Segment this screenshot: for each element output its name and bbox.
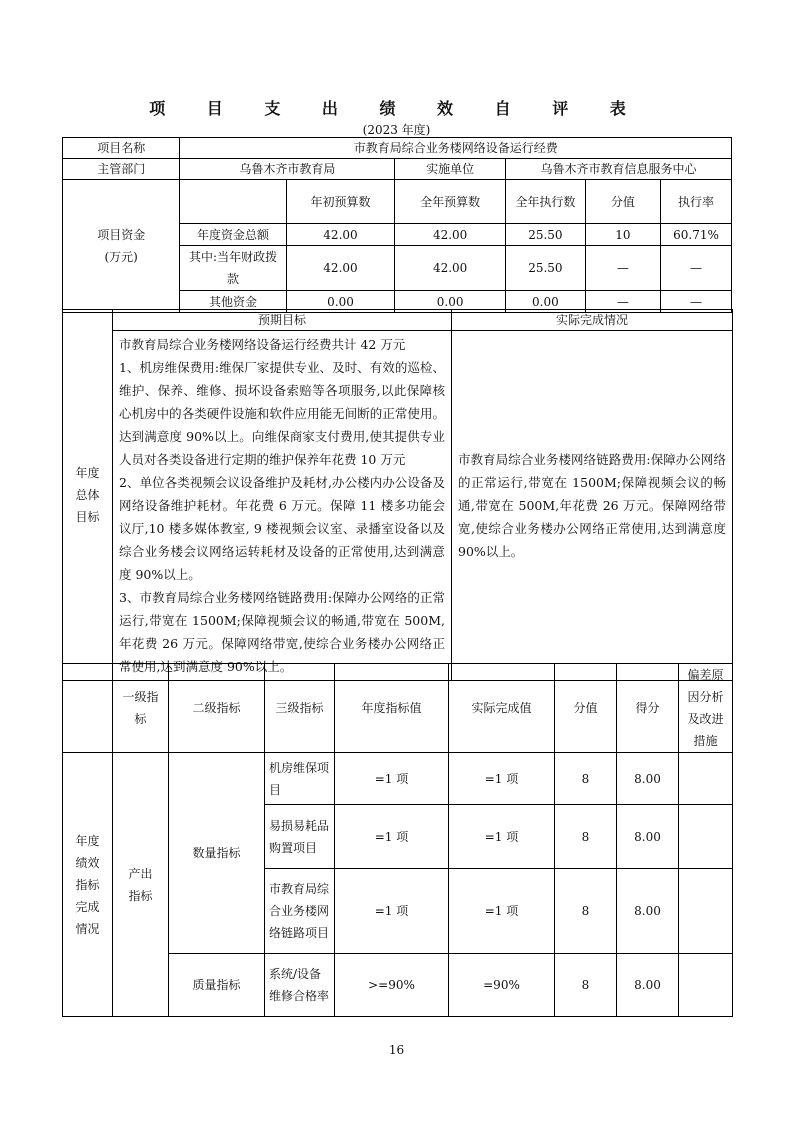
remark-cell [679,805,733,869]
funds-section-label [63,180,180,313]
points-cell: 8.00 [617,869,679,954]
level2-quantity: 数量指标 [169,753,265,954]
indicators-label: 年度绩效指标完成情况 [75,833,100,936]
funds-cell: 42.00 [395,246,506,291]
level3-cell: 市教育局综合业务楼网络链路项目 [265,869,335,954]
report-year: (2023 年度) [362,123,431,137]
points-cell: 8.00 [617,753,679,805]
funds-cell: — [661,246,732,291]
page-title: 项 目 支 出 绩 效 自 评 表 [149,99,644,118]
expected-paragraph: 市教育局综合业务楼网络设备运行经费共计 42 万元 [119,337,406,352]
funds-cell: 42.00 [395,224,506,246]
funds-cell: 0.00 [395,291,506,313]
header-level1: 一级指标 [113,664,169,753]
funds-cell: 0.00 [506,291,586,313]
indicators-header-blank [63,664,113,753]
indicators-table [62,663,733,1017]
unit-label: 实施单位 [395,159,506,180]
actual-header: 实际完成情况 [452,310,733,331]
funds-cell: — [661,291,732,313]
actual-cell: =1 项 [449,805,555,869]
funds-cell: 0.00 [286,291,395,313]
funds-label-line1: 项目资金 [97,228,146,242]
goals-section-label [63,310,113,681]
remark-cell [679,869,733,954]
target-cell: =1 项 [335,805,449,869]
funds-header-annual: 全年预算数 [395,180,506,224]
project-info-table [62,137,732,313]
expected-header: 预期目标 [113,310,452,331]
unit-value: 乌鲁木齐市教育信息服务中心 [506,159,732,180]
funds-header-initial: 年初预算数 [286,180,395,224]
target-cell: =1 项 [335,753,449,805]
header-target: 年度指标值 [335,664,449,753]
header-level2: 二级指标 [169,664,265,753]
actual-cell: =90% [449,954,555,1017]
score-cell: 8 [555,805,617,869]
header-level3: 三级指标 [265,664,335,753]
remark-cell [679,954,733,1017]
score-cell: 8 [555,954,617,1017]
target-cell: =1 项 [335,869,449,954]
page-number: 16 [388,1043,405,1057]
score-cell: 8 [555,869,617,954]
funds-row-label: 其他资金 [180,291,286,313]
funds-cell: — [585,246,660,291]
expected-paragraph: 2、单位各类视频会议设备维护及耗材,办公楼内办公设备及网络设备维护耗材。年花费 6 万元。保障 11 楼多功能会议厅,10 楼多媒体教室, 9 楼视频会议室、录播室设备以及综合业务楼会议网络运转耗材及设备的正常使用,达到满意度 90%以上。 [119,475,445,582]
actual-cell: =1 项 [449,869,555,954]
funds-cell: 42.00 [286,224,395,246]
funds-cell: 42.00 [286,246,395,291]
expected-goals [113,331,452,681]
project-name-label: 项目名称 [63,138,180,159]
header-actual: 实际完成值 [449,664,555,753]
funds-row-label: 年度资金总额 [180,224,286,246]
funds-label-line2: (万元) [104,250,138,264]
header-score: 分值 [555,664,617,753]
actual-cell: =1 项 [449,753,555,805]
funds-row-label: 其中:当年财政拨款 [180,246,286,291]
funds-cell: — [585,291,660,313]
project-name-value: 市教育局综合业务楼网络设备运行经费 [180,138,732,159]
goals-label: 年度总体目标 [75,466,100,524]
dept-value: 乌鲁木齐市教育局 [180,159,395,180]
level1-label: 产出指标 [128,866,153,903]
funds-header-rate: 执行率 [661,180,732,224]
funds-header-score: 分值 [585,180,660,224]
expected-paragraph: 1、机房维保费用:维保厂家提供专业、及时、有效的巡检、维护、保养、维修、损坏设备索赔等各项服务,以此保障核心机房中的各类硬件设施和软件应用能无间断的正常使用。达到满意度 90%以上。向维保商家支付费用,使其提供专业人员对各类设备进行定期的维护保养年花费 10 万元 [119,360,445,467]
funds-cell: 25.50 [506,246,586,291]
score-cell: 8 [555,753,617,805]
points-cell: 8.00 [617,954,679,1017]
remark-cell [679,753,733,805]
level2-quality: 质量指标 [169,954,265,1017]
funds-cell: 25.50 [506,224,586,246]
expected-paragraph: 3、市教育局综合业务楼网络链路费用:保障办公网络的正常运行,带宽在 1500M;保障视频会议的畅通,带宽在 500M,年花费 26 万元。保障网络带宽,使综合业务楼办公网络正常使用,达到满意度 90%以上。 [119,590,445,674]
level1-cell [113,753,169,1017]
funds-header-blank [180,180,286,224]
level3-cell: 易损易耗品购置项目 [265,805,335,869]
funds-header-executed: 全年执行数 [506,180,586,224]
indicators-section-label [63,753,113,1017]
funds-cell: 10 [585,224,660,246]
funds-cell: 60.71% [661,224,732,246]
actual-completion: 市教育局综合业务楼网络链路费用:保障办公网络的正常运行,带宽在 1500M;保障视频会议的畅通,带宽在 500M,年花费 26 万元。保障网络带宽,使综合业务楼办公网络正常使用,达到满意度 90%以上。 [452,331,733,681]
level3-cell: 机房维保项目 [265,753,335,805]
goals-table [62,309,733,681]
level3-cell: 系统/设备维修合格率 [265,954,335,1017]
points-cell: 8.00 [617,805,679,869]
header-points: 得分 [617,664,679,753]
header-remark: 偏差原因分析及改进措施 [679,664,733,753]
dept-label: 主管部门 [63,159,180,180]
target-cell: >=90% [335,954,449,1017]
